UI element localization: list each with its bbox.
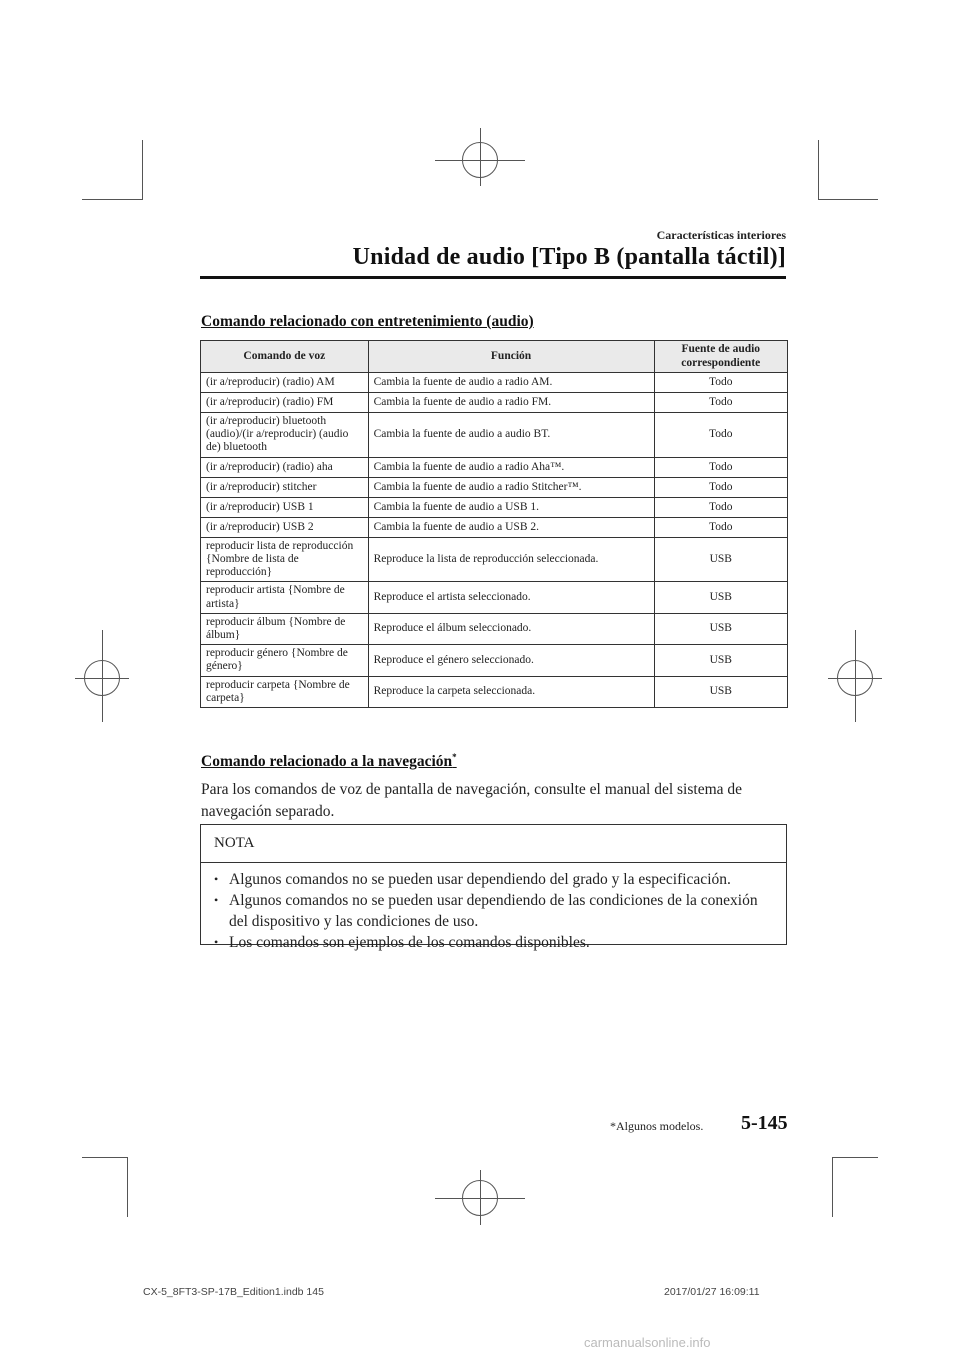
cell-command: (ir a/reproducir) (radio) AM bbox=[201, 373, 369, 393]
entertainment-heading: Comando relacionado con entretenimiento (audio) bbox=[201, 313, 534, 330]
table-body bbox=[201, 373, 788, 708]
cell-function: Reproduce el género seleccionado. bbox=[368, 645, 654, 676]
table-row bbox=[201, 393, 788, 413]
navigation-heading-text: Comando relacionado a la navegación bbox=[201, 753, 453, 771]
cell-source: USB bbox=[654, 645, 787, 676]
print-imprint-file: CX-5_8FT3-SP-17B_Edition1.indb 145 bbox=[143, 1286, 324, 1298]
cell-function: Reproduce la carpeta seleccionada. bbox=[368, 676, 654, 707]
cell-function: Cambia la fuente de audio a radio Stitcher™. bbox=[368, 477, 654, 497]
cell-command: (ir a/reproducir) bluetooth (audio)/(ir a/reproducir) (audio de) bluetooth bbox=[201, 413, 369, 458]
watermark: carmanualsonline.info bbox=[584, 1335, 711, 1350]
note-item-text: Los comandos son ejemplos de los comandos disponibles. bbox=[229, 934, 590, 951]
cell-source: USB bbox=[654, 613, 787, 644]
footnote: *Algunos modelos. bbox=[610, 1119, 704, 1133]
cell-source: Todo bbox=[654, 373, 787, 393]
table-row bbox=[201, 497, 788, 517]
table-row bbox=[201, 582, 788, 613]
table-row bbox=[201, 373, 788, 393]
cell-command: reproducir carpeta {Nombre de carpeta} bbox=[201, 676, 369, 707]
note-item bbox=[213, 932, 775, 953]
bullet-icon: • bbox=[214, 872, 219, 886]
table-row bbox=[201, 613, 788, 644]
table-row bbox=[201, 457, 788, 477]
section-label: Características interiores bbox=[656, 228, 786, 242]
print-imprint-date: 2017/01/27 16:09:11 bbox=[664, 1286, 760, 1298]
table-row bbox=[201, 477, 788, 497]
bullet-icon: • bbox=[214, 893, 219, 907]
cell-source: Todo bbox=[654, 497, 787, 517]
cell-source: Todo bbox=[654, 393, 787, 413]
cell-command: reproducir artista {Nombre de artista} bbox=[201, 582, 369, 613]
cell-source: Todo bbox=[654, 477, 787, 497]
cell-command: (ir a/reproducir) USB 1 bbox=[201, 497, 369, 517]
note-item bbox=[213, 890, 775, 932]
cell-source: Todo bbox=[654, 413, 787, 458]
cell-function: Cambia la fuente de audio a USB 1. bbox=[368, 497, 654, 517]
header-divider bbox=[200, 276, 786, 279]
note-item-text: Algunos comandos no se pueden usar dependiendo de las condiciones de la conexión del dispositivo y las condiciones de uso. bbox=[229, 892, 758, 930]
cell-source: USB bbox=[654, 582, 787, 613]
cell-command: (ir a/reproducir) USB 2 bbox=[201, 517, 369, 537]
cell-function: Reproduce el artista seleccionado. bbox=[368, 582, 654, 613]
cell-command: (ir a/reproducir) stitcher bbox=[201, 477, 369, 497]
note-box bbox=[200, 824, 787, 951]
column-header-source: Fuente de audio correspondiente bbox=[654, 341, 787, 373]
navigation-body: Para los comandos de voz de pantalla de navegación, consulte el manual del sistema de navegación separado. bbox=[201, 781, 743, 820]
navigation-heading bbox=[201, 752, 457, 771]
bullet-icon: • bbox=[214, 935, 219, 949]
note-list bbox=[213, 869, 775, 953]
column-header-function: Función bbox=[368, 341, 654, 373]
cell-source: Todo bbox=[654, 517, 787, 537]
note-title: NOTA bbox=[214, 835, 255, 851]
cell-function: Cambia la fuente de audio a audio BT. bbox=[368, 413, 654, 458]
page-number: 5-145 bbox=[741, 1112, 788, 1134]
table-row bbox=[201, 676, 788, 707]
cell-function: Reproduce la lista de reproducción seleccionada. bbox=[368, 537, 654, 582]
cell-source: USB bbox=[654, 537, 787, 582]
table-header-row bbox=[201, 341, 788, 373]
cell-command: reproducir álbum {Nombre de álbum} bbox=[201, 613, 369, 644]
cell-function: Reproduce el álbum seleccionado. bbox=[368, 613, 654, 644]
table-row bbox=[201, 413, 788, 458]
column-header-command: Comando de voz bbox=[201, 341, 369, 373]
note-item bbox=[213, 869, 775, 890]
cell-source: Todo bbox=[654, 457, 787, 477]
note-divider bbox=[201, 862, 786, 863]
model-footnote-marker: * bbox=[452, 752, 457, 762]
cell-command: reproducir lista de reproducción {Nombre de lista de reproducción} bbox=[201, 537, 369, 582]
cell-function: Cambia la fuente de audio a radio FM. bbox=[368, 393, 654, 413]
voice-command-table bbox=[200, 340, 788, 708]
note-item-text: Algunos comandos no se pueden usar dependiendo del grado y la especificación. bbox=[229, 871, 731, 888]
cell-command: (ir a/reproducir) (radio) FM bbox=[201, 393, 369, 413]
cell-source: USB bbox=[654, 676, 787, 707]
table-row bbox=[201, 537, 788, 582]
page-title: Unidad de audio [Tipo B (pantalla táctil)] bbox=[352, 244, 786, 270]
cell-function: Cambia la fuente de audio a USB 2. bbox=[368, 517, 654, 537]
cell-function: Cambia la fuente de audio a radio Aha™. bbox=[368, 457, 654, 477]
cell-command: (ir a/reproducir) (radio) aha bbox=[201, 457, 369, 477]
table-row bbox=[201, 517, 788, 537]
cell-command: reproducir género {Nombre de género} bbox=[201, 645, 369, 676]
cell-function: Cambia la fuente de audio a radio AM. bbox=[368, 373, 654, 393]
table-row bbox=[201, 645, 788, 676]
